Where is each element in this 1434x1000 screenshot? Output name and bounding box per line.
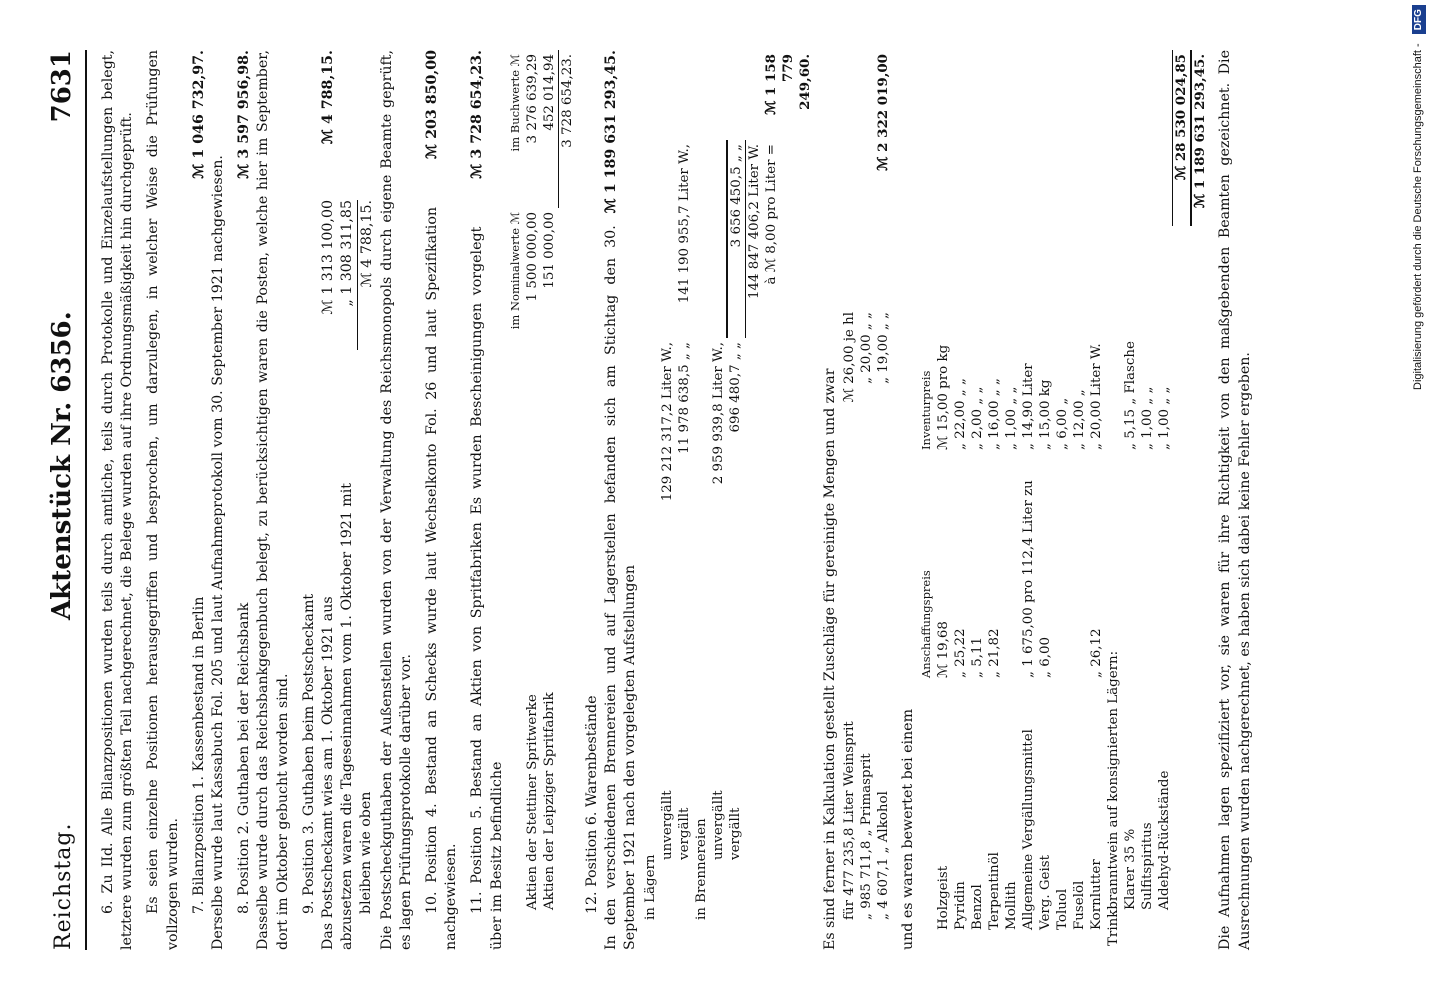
- trink-inventur: „ 1,00 „ „: [1139, 386, 1155, 450]
- item-anschaffung: „ 25,22: [952, 628, 968, 678]
- trink-row: [1156, 50, 1173, 950]
- amount-12: ℳ 1 189 631 293,45.: [603, 50, 620, 214]
- item-name: Kornlutter: [1088, 859, 1104, 930]
- item-inventur: ℳ 15,00 pro kg: [935, 344, 951, 450]
- paragraph-zuschlag: [821, 50, 891, 950]
- bewertung-row: [986, 50, 1003, 950]
- col-nominal: im Nominalwerte ℳ: [507, 212, 522, 330]
- item-name: Allgemeine Vergällungsmittel: [1020, 729, 1036, 930]
- label-9-1: Das Postscheckamt wies am 1. Oktober 1921 aus: [320, 596, 337, 950]
- document-body: [99, 50, 1262, 950]
- item-inventur: „ 2,00 „ „: [969, 386, 985, 450]
- header-left: Reichstag.: [51, 822, 76, 950]
- text-10: 10. Position 4. Bestand an Schecks wurde laut Wechselkonto Fol. 26 und laut Spezifikation nachgewiesen.: [424, 206, 460, 950]
- lager-ver-label: vergällt: [677, 807, 693, 860]
- bewertung-row: [1088, 50, 1105, 950]
- trink-name: Sulfitspiritus: [1139, 822, 1155, 910]
- amount-7: ℳ 1 046 732,97.: [190, 50, 207, 179]
- text-11: 11. Position 5. Bestand an Aktien von Spritfabriken Es wurden Bescheinigungen vorgelegt über im Besitz befindliche: [469, 226, 505, 950]
- row-9-3: [357, 50, 377, 950]
- paragraph-8: [235, 50, 293, 950]
- price-amount: ℳ 1 158 779 249,60.: [763, 54, 814, 115]
- aktien-total: 3 728 654,23.: [558, 50, 576, 208]
- row-9-1: [319, 50, 338, 950]
- aktien-row-1-label: Aktien der Stettiner Spritwerke: [524, 694, 540, 910]
- paragraph-12: [583, 50, 815, 950]
- trink-row: [1122, 50, 1139, 950]
- aktien-row-1: [524, 50, 541, 950]
- title-7: 7. Bilanzposition 1. Kassenbestand in Berlin: [190, 596, 207, 914]
- aktien-row-2-book: 452 014,94: [541, 54, 557, 131]
- item-anschaffung: „ 1 675,00 pro 112,4 Liter zu: [1020, 480, 1036, 678]
- paragraph-6b: Es seien einzelne Positionen herausgegriffen und besprochen, um darzulegen, in welcher Weise die Prüfungen vollzogen wurden.: [145, 50, 181, 950]
- item-name: Holzgeist: [935, 865, 951, 930]
- amount-10: ℳ 203 850,00: [424, 50, 441, 159]
- text-9: Die Postscheckguthaben der Außenstellen wurden von der Verwaltung des Reichsmonopols durch eigene Beamte geprüft, es lagen Prüfungsprotokolle darüber vor.: [378, 50, 414, 950]
- trink-label: Trinkbranntwein auf konsignierten Lägern:: [1105, 650, 1121, 946]
- item-inventur: „ 1,00 „ „: [1003, 386, 1019, 450]
- digitization-note: Digitalisierung gefördert durch die Deutsche Forschungsgemeinschaft -: [1412, 43, 1424, 390]
- zuschlag-text: Es sind ferner in Kalkulation gestellt Zuschläge für gereinigte Mengen und zwar: [822, 368, 839, 950]
- amount-9: ℳ 4 788,15.: [320, 50, 337, 145]
- bren-label: in Brennereien: [694, 818, 710, 920]
- page-header: [45, 50, 87, 950]
- z1-label: für 477 235,8 Liter Weinsprit: [841, 721, 857, 920]
- grand-liters: 144 847 406,2 Liter W.: [746, 140, 764, 338]
- lager-sum: 141 190 955,7 Liter W.,: [677, 144, 693, 304]
- item-inventur: „ 14,90 Liter: [1020, 363, 1036, 450]
- title-9: 9. Position 3. Guthaben beim Postscheckamt: [300, 593, 317, 914]
- item-name: Toluol: [1054, 888, 1070, 930]
- bewertung-row: [969, 50, 986, 950]
- aktien-header-row: [507, 50, 524, 950]
- item-inventur: „ 20,00 Liter W.: [1088, 343, 1104, 450]
- aktien-row-2: [541, 50, 559, 950]
- bewertung-row: [1003, 50, 1020, 950]
- item-inventur: „ 16,00 „ „: [986, 378, 1002, 450]
- value-9-2: „ 1 308 311,85: [339, 200, 356, 307]
- aktien-table: [507, 50, 576, 950]
- trink-row: [1139, 50, 1156, 950]
- aktien-row-2-nominal: 151 000,00: [541, 212, 557, 289]
- row-9-2: [338, 50, 357, 950]
- price-line: à ℳ 8,00 pro Liter =: [764, 144, 780, 285]
- z2-value: „ 20,00 „ „: [858, 312, 874, 384]
- item-anschaffung: „ 5,11: [969, 636, 985, 678]
- aktien-total-row: [558, 50, 576, 950]
- paragraph-bewertet: [899, 50, 1210, 950]
- rotated-page-content: [45, 50, 1395, 950]
- paragraph-9: [300, 50, 416, 950]
- bewertung-row: [952, 50, 969, 950]
- label-9-2: abzusetzen waren die Tageseinnahmen vom 1. Oktober 1921 mit: [339, 483, 356, 950]
- lager-label: in Lägern: [643, 854, 659, 920]
- paragraph-7: [190, 50, 228, 950]
- label-9-3: bleiben wie oben: [358, 791, 375, 914]
- lager-ver-value: 11 978 638,5 „ „: [677, 342, 693, 454]
- item-name: Pyridin: [952, 881, 968, 930]
- header-title: Aktenstück Nr. 6356.: [47, 311, 77, 620]
- z3-label: „ 4 607,1 „ Alkohol: [875, 791, 891, 920]
- item-inventur: „ 12,00 „: [1071, 389, 1087, 450]
- page-number: 7631: [47, 50, 77, 123]
- bewertet-amount: ℳ 28 530 024,85: [1173, 50, 1192, 226]
- closing-paragraph: Die Aufnahmen lagen spezifiziert vor, sie waren für ihre Richtigkeit von den maßgebenden Beamten gezeichnet. Die Ausrechnungen wurden nachgerechnet, es haben sich dabei keine Fehler ergeben.: [1217, 50, 1253, 950]
- text-12: In den verschiedenen Brennereien und auf Lagerstellen befanden sich am Stichtag den 30. September 1921 nach den vorgelegten Aufstellungen: [603, 225, 639, 950]
- warenbestand-table: [642, 50, 814, 950]
- bewertung-row: [1071, 50, 1088, 950]
- item-name: Terpentinöl: [986, 852, 1002, 930]
- item-inventur: „ 15,00 kg: [1037, 379, 1053, 450]
- paragraph-11: [468, 50, 575, 950]
- text-7: Derselbe wurde laut Kassabuch Fol. 205 und laut Aufnahmeprotokoll vom 30. September 1921 nachgewiesen.: [210, 155, 227, 950]
- bewertung-row: [1054, 50, 1071, 950]
- z1-value: ℳ 26,00 je hl: [841, 312, 857, 403]
- item-name: Mollith: [1003, 881, 1019, 930]
- title-8: 8. Position 2. Guthaben bei der Reichsbank: [236, 602, 253, 914]
- bewertet-text: und es waren bewertet bei einem: [899, 708, 916, 950]
- bren-ver-value: 696 480,7 „ „: [728, 342, 744, 433]
- item-inventur: „ 6,00 „: [1054, 397, 1070, 450]
- bewertung-row: [935, 50, 952, 950]
- col-book: im Buchwerte ℳ: [507, 54, 522, 152]
- lager-unv-label: unvergällt: [660, 790, 676, 860]
- col-anschaffung: Anschaffungspreis: [918, 570, 933, 678]
- item-inventur: „ 22,00 „ „: [952, 378, 968, 450]
- zuschlag-table: [841, 50, 892, 950]
- value-9-3: ℳ 4 788,15.: [357, 200, 377, 350]
- aktien-row-2-label: Aktien der Leipziger Spritfabrik: [541, 692, 557, 910]
- amount-8: ℳ 3 597 956,98.: [236, 50, 253, 179]
- text-8: Dasselbe wurde durch das Reichsbankgegenbuch belegt, zu berücksichtigen waren die Posten, welche hier im September, dort im Oktober gebucht worden sind.: [255, 50, 291, 950]
- amount-11: ℳ 3 728 654,23.: [469, 50, 486, 179]
- value-9-1: ℳ 1 313 100,00: [320, 200, 337, 315]
- item-name: Verg. Geist: [1037, 854, 1053, 930]
- item-name: Benzol: [969, 884, 985, 930]
- bewertung-row: [1020, 50, 1037, 950]
- trink-name: Aldehyd-Rückstände: [1156, 770, 1172, 910]
- bewertung-items: [935, 50, 1105, 950]
- bren-sum: 3 656 450,5 „ „: [727, 140, 746, 338]
- item-anschaffung: [1054, 454, 1071, 682]
- z2-label: „ 985 711,8 „ Primasprit: [858, 753, 874, 920]
- item-anschaffung: „ 6,00: [1037, 636, 1053, 678]
- z3-value: „ 19,00 „ „: [875, 312, 891, 384]
- final-amount: ℳ 1 189 631 293,45.: [1191, 50, 1209, 226]
- trink-name: Klarer 35 %: [1122, 828, 1138, 910]
- dfg-logo: DFG: [1412, 5, 1426, 34]
- trink-inventur: „ 5,15 „ Flasche: [1122, 341, 1138, 450]
- bewertung-row: [1037, 50, 1054, 950]
- bren-ver-label: vergällt: [728, 807, 744, 860]
- bren-unv-value: 2 959 939,8 Liter W.,: [711, 342, 727, 485]
- bewertung-table: [918, 50, 1210, 950]
- bren-unv-label: unvergällt: [711, 790, 727, 860]
- aktien-row-1-nominal: 1 500 000,00: [524, 212, 540, 302]
- item-anschaffung: „ 26,12: [1088, 628, 1104, 678]
- item-anschaffung: ℳ 19,68: [935, 621, 951, 678]
- trink-items: [1122, 50, 1173, 950]
- dfg-sidebar: [1408, 10, 1428, 390]
- title-12: 12. Position 6. Warenbestände: [583, 695, 600, 914]
- paragraph-6: 6. Zu IId. Alle Bilanzpositionen wurden teils durch amtliche, teils durch Protokolle und Einzelaufstellungen belegt, letztere wurden zum größten Teil nachgerechnet, die Belege wurden auf ihre Ordnungsmäßigkeit hin durchgeprüft.: [100, 50, 136, 950]
- item-anschaffung: [1071, 454, 1088, 682]
- item-anschaffung: [1003, 454, 1020, 682]
- item-name: Fuselöl: [1071, 880, 1087, 930]
- aktien-row-1-book: 3 276 639,29: [524, 54, 540, 144]
- lager-unv-value: 129 212 317,2 Liter W.,: [660, 342, 676, 502]
- paragraph-10: [423, 50, 461, 950]
- item-anschaffung: „ 21,82: [986, 628, 1002, 678]
- col-inventur: Inventurpreis: [918, 370, 933, 450]
- trink-inventur: „ 1,00 „ „: [1156, 386, 1172, 450]
- zuschlag-amount: ℳ 2 322 019,00: [874, 54, 891, 171]
